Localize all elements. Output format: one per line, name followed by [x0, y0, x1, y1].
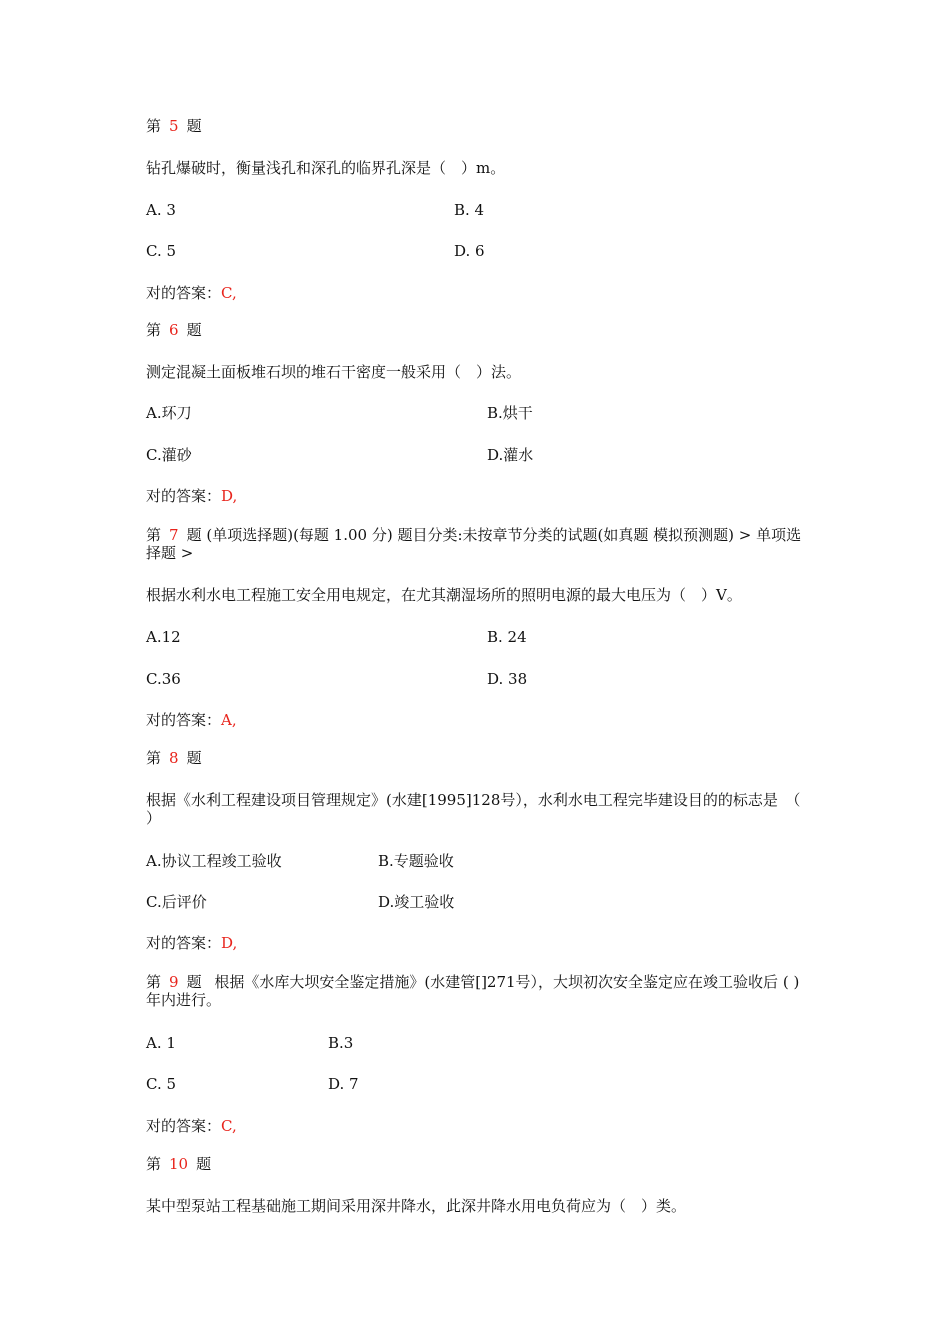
ti-label: 题 [186, 321, 202, 339]
option-a: A.协议工程竣工验收 [146, 852, 282, 870]
di-label: 第 [146, 526, 162, 544]
option-b: B.3 [328, 1034, 354, 1052]
answer-label: 对的答案： [146, 1117, 222, 1135]
answer-label: 对的答案： [146, 934, 222, 952]
answer-line [146, 284, 237, 302]
question-header-5 [146, 117, 202, 135]
question-header-10 [146, 1155, 211, 1173]
option-c: C.后评价 [146, 893, 207, 911]
ti-label: 题 [186, 973, 202, 991]
di-label: 第 [146, 117, 162, 135]
option-d: D. 7 [328, 1075, 359, 1093]
question-stem: 某中型泵站工程基础施工期间采用深井降水，此深井降水用电负荷应为（ ）类。 [146, 1197, 687, 1215]
option-a: A.12 [146, 628, 181, 646]
answer-line [146, 711, 237, 729]
di-label: 第 [146, 749, 162, 767]
question-number: 8 [169, 749, 179, 767]
option-c: C.36 [146, 670, 181, 688]
question-number: 6 [169, 321, 179, 339]
di-label: 第 [146, 973, 162, 991]
question-number: 7 [169, 526, 179, 544]
option-a: A. 1 [146, 1034, 176, 1052]
question-stem: 根据《水利工程建设项目管理规定》(水建[1995]128号），水利水电工程完毕建设目的的标志是 （ ） [146, 791, 801, 827]
ti-label: 题 [196, 1155, 212, 1173]
option-c: C.灌砂 [146, 446, 192, 464]
question-header-8 [146, 749, 202, 767]
option-a: A.环刀 [146, 404, 192, 422]
di-label: 第 [146, 1155, 162, 1173]
question-category: (单项选择题)(每题 1.00 分) 题目分类:未按章节分类的试题(如真题 模拟预测题) > 单项选择题 > [146, 526, 802, 562]
question-header-6 [146, 321, 202, 339]
option-a: A. 3 [146, 201, 176, 219]
option-b: B.专题验收 [378, 852, 454, 870]
answer-line [146, 934, 237, 952]
answer-value: A, [221, 711, 237, 729]
question-stem: 钻孔爆破时，衡量浅孔和深孔的临界孔深是（ ）m。 [146, 159, 506, 177]
question-stem: 根据《水库大坝安全鉴定措施》(水建管[]271号），大坝初次安全鉴定应在竣工验收后 ( )年内进行。 [146, 973, 800, 1009]
answer-line [146, 1117, 237, 1135]
answer-line [146, 487, 237, 505]
question-number: 9 [169, 973, 179, 991]
answer-label: 对的答案： [146, 284, 222, 302]
option-c: C. 5 [146, 242, 177, 260]
option-b: B. 24 [487, 628, 527, 646]
option-d: D. 6 [454, 242, 485, 260]
option-d: D.灌水 [487, 446, 534, 464]
question-header-7 [146, 526, 806, 562]
question-number: 5 [169, 117, 179, 135]
di-label: 第 [146, 321, 162, 339]
option-c: C. 5 [146, 1075, 177, 1093]
question-stem: 测定混凝土面板堆石坝的堆石干密度一般采用（ ）法。 [146, 363, 522, 381]
option-b: B.烘干 [487, 404, 533, 422]
answer-value: D, [221, 934, 238, 952]
answer-value: C, [221, 284, 237, 302]
answer-label: 对的答案： [146, 487, 222, 505]
ti-label: 题 [186, 117, 202, 135]
ti-label: 题 [186, 749, 202, 767]
ti-label: 题 [186, 526, 202, 544]
option-b: B. 4 [454, 201, 485, 219]
answer-label: 对的答案： [146, 711, 222, 729]
option-d: D. 38 [487, 670, 528, 688]
answer-value: D, [221, 487, 238, 505]
answer-value: C, [221, 1117, 237, 1135]
question-stem: 根据水利水电工程施工安全用电规定，在尤其潮湿场所的照明电源的最大电压为（ ）V。 [146, 586, 742, 604]
option-d: D.竣工验收 [378, 893, 455, 911]
question-number: 10 [169, 1155, 189, 1173]
question-header-9 [146, 973, 806, 1009]
